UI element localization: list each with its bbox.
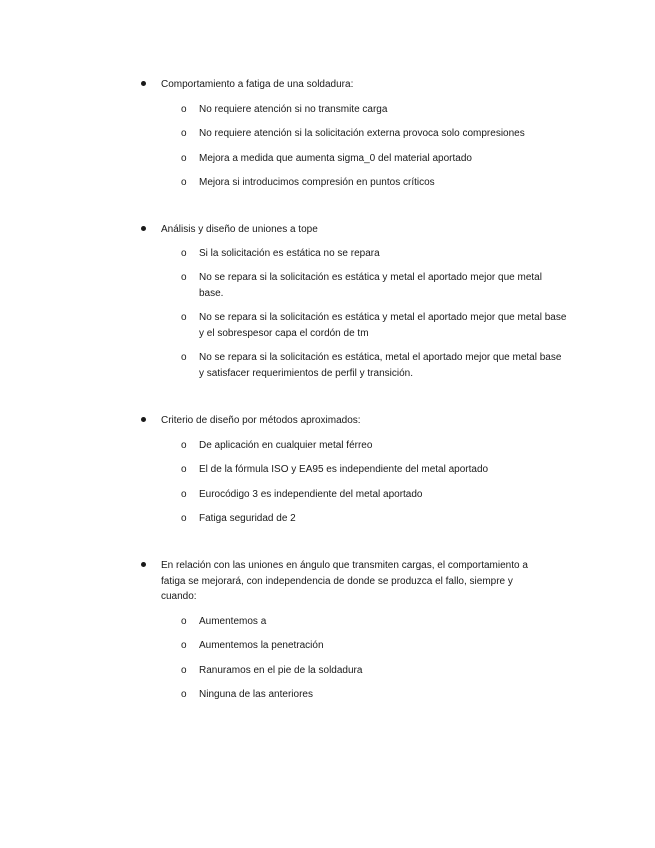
question-text: En relación con las uniones en ángulo que transmiten cargas, el comportamiento a fatiga se mejorará, con independencia de donde se produzca el fallo, siempre y cuando: [0,558,541,605]
option-item: o Aumentemos a [0,614,569,630]
bullet-icon [141,81,146,86]
option-item: o No requiere atención si la solicitación externa provoca solo compresiones [0,126,569,142]
question-3 [0,413,655,527]
option-item: o Si la solicitación es estática no se repara [0,246,569,262]
option-item: o No se repara si la solicitación es estática y metal el aportado mejor que metal base y el sobrespesor capa el cordón de tm [181,312,567,339]
option-marker-icon: o [181,689,187,700]
question-4 [0,558,655,703]
option-item: o No se repara si la solicitación es estática y metal el aportado mejor que metal base. [181,272,542,299]
option-marker-icon: o [181,312,187,323]
question-text: Comportamiento a fatiga de una soldadura: [0,77,541,93]
option-marker-icon: o [181,177,187,188]
option-item: o Eurocódigo 3 es independiente del metal aportado [0,487,569,503]
option-item: o El de la fórmula ISO y EA95 es independiente del metal aportado [0,462,569,478]
option-marker-icon: o [181,272,187,283]
option-marker-icon: o [181,352,187,363]
option-marker-icon: o [181,103,187,115]
option-item: o Mejora a medida que aumenta sigma_0 del material aportado [0,151,569,167]
option-marker-icon: o [181,513,187,524]
option-marker-icon: o [181,247,187,259]
option-item: o De aplicación en cualquier metal férreo [0,438,569,454]
option-marker-icon: o [181,152,187,164]
option-marker-icon: o [181,464,187,475]
option-item: o No se repara si la solicitación es estática, metal el aportado mejor que metal base y satisfacer requerimientos de perfil y transición. [181,352,562,379]
option-marker-icon: o [181,128,187,139]
bullet-icon [141,226,146,231]
option-item: o Fatiga seguridad de 2 [0,511,569,527]
bullet-icon [141,417,146,422]
option-marker-icon: o [181,488,187,500]
question-1 [0,77,655,191]
option-marker-icon: o [181,615,187,627]
option-item: o Ninguna de las anteriores [0,687,569,703]
option-marker-icon: o [181,439,187,451]
option-marker-icon: o [181,640,187,651]
question-2 [0,222,655,381]
option-item: o No requiere atención si no transmite carga [0,102,569,118]
option-item: o Ranuramos en el pie de la soldadura [0,663,569,679]
bullet-icon [141,562,146,567]
question-text: Criterio de diseño por métodos aproximados: [0,413,541,429]
question-text: Análisis y diseño de uniones a tope [0,222,541,238]
option-item: o Aumentemos la penetración [0,638,569,654]
option-item: o Mejora si introducimos compresión en puntos críticos [0,175,569,191]
option-marker-icon: o [181,664,187,676]
